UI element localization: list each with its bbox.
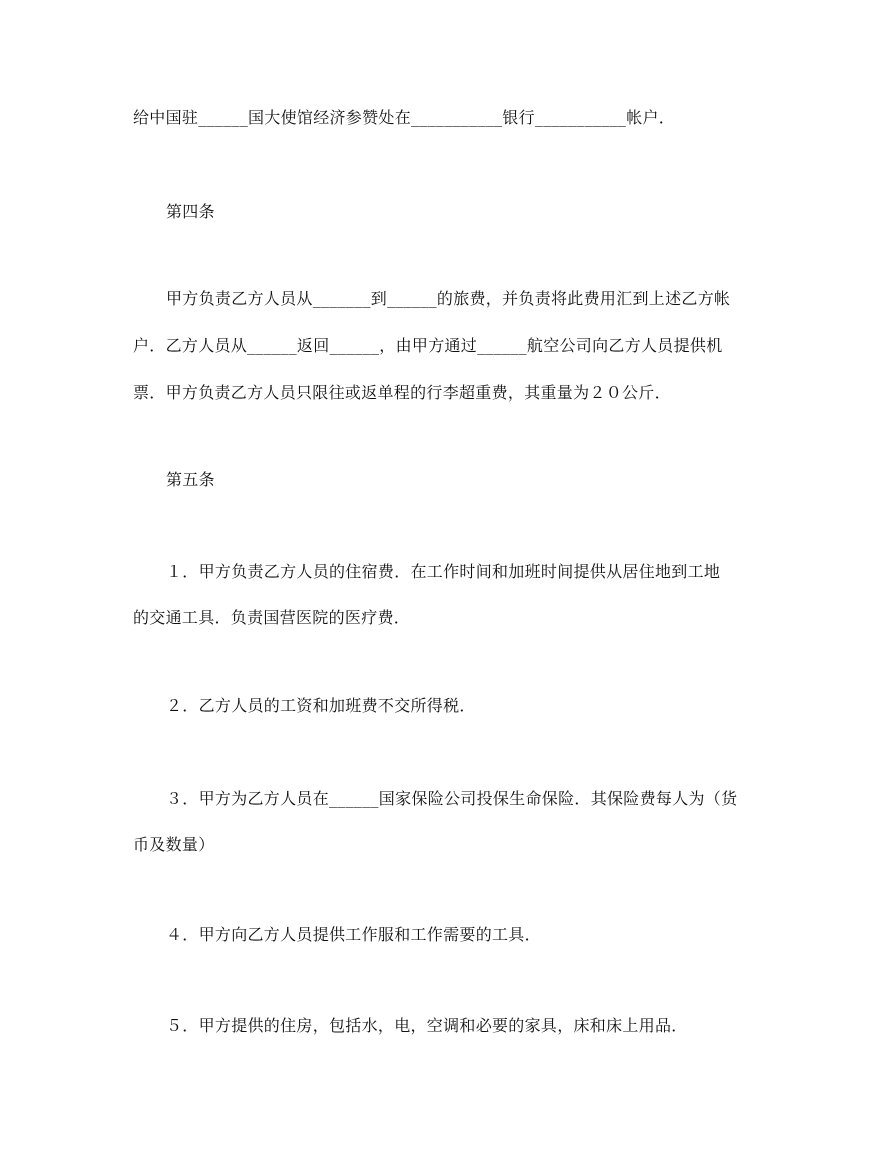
paragraph-line: 给中国驻______国大使馆经济参赞处在___________银行___________帐户．	[133, 108, 676, 127]
paragraph-line: 甲方负责乙方人员从_______到______的旅费，并负责将此费用汇到上述乙方帐	[166, 289, 731, 308]
list-item-1: １．甲方负责乙方人员的住宿费．在工作时间和加班时间提供从居住地到工地	[166, 562, 721, 581]
paragraph-line: 票．甲方负责乙方人员只限往或返单程的行李超重费，其重量为２０公斤．	[133, 383, 671, 402]
list-item-1-continued: 的交通工具．负责国营医院的医疗费．	[133, 608, 411, 627]
list-item-3: ３．甲方为乙方人员在______国家保险公司投保生命保险．其保险费每人为（货	[166, 789, 738, 808]
list-item-5: ５．甲方提供的住房，包括水，电，空调和必要的家具，床和床上用品．	[166, 1016, 688, 1035]
list-item-2: ２．乙方人员的工资和加班费不交所得税．	[166, 696, 476, 715]
article-heading-5: 第五条	[166, 470, 215, 489]
article-heading-4: 第四条	[166, 202, 215, 221]
paragraph-line: 户．乙方人员从______返回______，由甲方通过______航空公司向乙方人员提供机	[133, 336, 723, 355]
list-item-3-continued: 币及数量）	[133, 835, 215, 854]
list-item-4: ４．甲方向乙方人员提供工作服和工作需要的工具．	[166, 925, 541, 944]
